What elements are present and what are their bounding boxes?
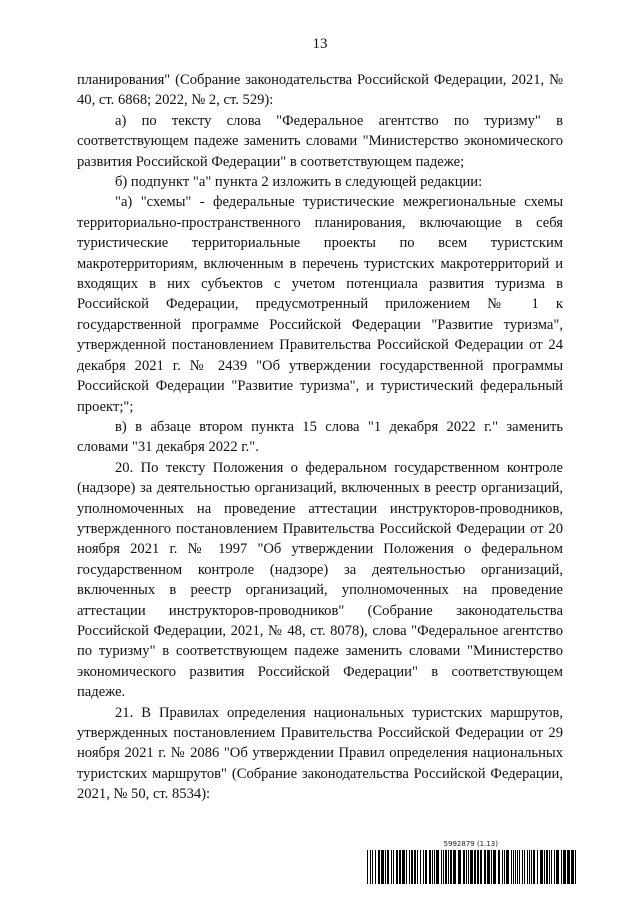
page-number: 13: [312, 36, 328, 52]
paragraph: б) подпункт "а" пункта 2 изложить в следующей редакции:: [115, 174, 483, 191]
barcode-label: 5992879 (1.13): [443, 840, 498, 848]
paragraph: в) в абзаце втором пункта 15 слова "1 декабря 2022 г." заменить словами "31 декабря 2022 г.".: [77, 418, 563, 456]
paragraph: 21. В Правилах определения национальных туристских маршрутов, утвержденных постановлением Правительства Российской Федерации от 29 ноября 2021 г. № 2086 "Об утверждении Правил определения национальных туристских маршрутов" (Собрание законодательства Российской Федерации, 2021, № 50, ст. 8534):: [77, 704, 563, 803]
document-body: [77, 70, 563, 805]
barcode-icon: [367, 850, 578, 884]
paragraph: 20. По тексту Положения о федеральном государственном контроле (надзоре) за деятельностью организаций, включенных в реестр организаций, уполномоченных на проведение аттестации инструкторов-проводников, утвержденного постановлением Правительства Российской Федерации от 20 ноября 2021 г. № 1997 "Об утверждении Положения о федеральном государственном контроле (надзоре) за деятельностью организаций, включенных в реестр организаций, уполномоченных на проведение аттестации инструкторов-проводников" (Собрание законодательства Российской Федерации, 2021, № 48, ст. 8078), слова "Федеральное агентство по туризму" в соответствующем падеже заменить словами "Министерство экономического развития Российской Федерации" в соответствующем падеже.: [77, 459, 563, 701]
paragraph: а) по тексту слова "Федеральное агентство по туризму" в соответствующем падеже заменить словами "Министерство экономического развития Российской Федерации" в соответствующем падеже;: [77, 112, 563, 170]
barcode-block: [367, 840, 578, 884]
paragraph: "а) "схемы" - федеральные туристические межрегиональные схемы территориально-пространственного планирования, включающие в себя туристические территориальные проекты по всем туристским макротерриториям, включенным в перечень туристских макротерриторий и входящих в них субъектов с учетом потенциала развития туризма в Российской Федерации, предусмотренный приложением № 1 к государственной программе Российской Федерации "Развитие туризма", утвержденной постановлением Правительства Российской Федерации от 24 декабря 2021 г. № 2439 "Об утверждении государственной программы Российской Федерации "Развитие туризма", и туристический федеральный проект;";: [77, 194, 563, 415]
paragraph: планирования" (Собрание законодательства Российской Федерации, 2021, № 40, ст. 6868; 2022, № 2, ст. 529):: [77, 72, 563, 109]
